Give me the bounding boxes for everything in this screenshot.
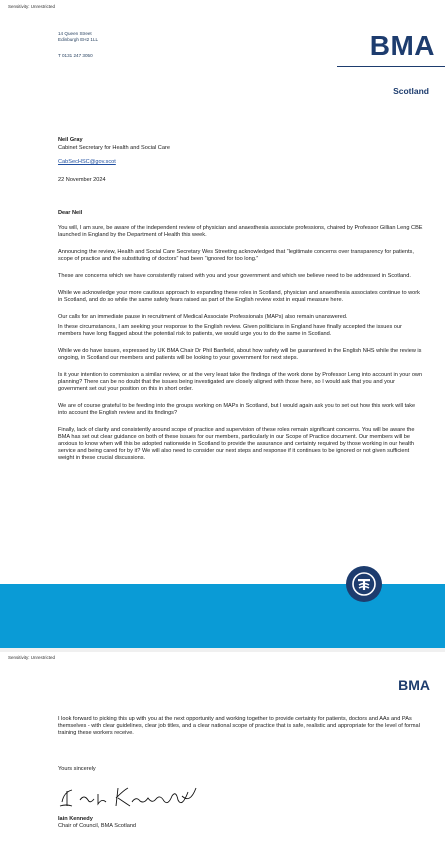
signer-name: Iain Kennedy [58, 816, 93, 822]
paragraph: Finally, lack of clarity and consistently around scope of practice and supervision of these roles remain significant concerns. You will be aware the BMA has set out clear guidance on both of these issues for our members, particularly in our Scope of Practice document. Our members will be anxious to know when will this be adopted nationwide in Scotland to provide the assurance and certainty required by those working in our health service and being cared for by it? We will also need to consider our next steps and response if it continues to be ignored or not given sufficient weight in these crucial discussions. [58, 426, 415, 462]
paragraph: You will, I am sure, be aware of the independent review of physician and anaesthesia associate professions, chaired by Professor Gillian Leng CBE launched in England by the Department of Health this week. [58, 225, 423, 239]
bma-emblem-icon [346, 566, 382, 602]
recipient-name: Neil Gray [58, 137, 83, 143]
paragraph: Announcing the review, Health and Social Care Secretary Wes Streeting acknowledged that “legitimate concerns over transparency for patients, scope of practice and the substituting of doctors” had been “ignored for too long.” [58, 249, 414, 263]
paragraph: These are concerns which we have consistently raised with you and your government and which we believe need to be addressed in Scotland. [58, 273, 411, 280]
paragraph: In these circumstances, I am seeking your response to the English review. Given politicians in England have finally accepted the issues our members have long flagged about the potential risk to patients, we would urge you to do the same in Scotland. [58, 323, 402, 338]
paragraph: While we do have issues, expressed by UK BMA Chair Dr Phil Banfield, about how safety will be guaranteed in the English NHS while the review is ongoing, in Scotland our members and patients will be looking to your government for next steps. [58, 347, 422, 361]
sensitivity-label: Sensitivity: Unrestricted [8, 4, 56, 9]
sender-address [58, 31, 98, 59]
paragraph: Our calls for an immediate pause in recruitment of Medical Associate Professionals (MAPs) also remain unanswered. [58, 313, 348, 320]
letter-date: 22 November 2024 [58, 177, 106, 183]
bma-logo: BMA [398, 677, 430, 693]
telephone: T 0131 247 3050 [58, 52, 93, 58]
signer-block [58, 816, 136, 830]
recipient-email-link[interactable]: CabSecHSC@gov.scot [58, 159, 116, 165]
recipient-title: Cabinet Secretary for Health and Social Care [58, 144, 170, 151]
recipient-block [58, 137, 170, 152]
bma-scotland-label: Scotland [393, 86, 429, 96]
address-line-2: Edinburgh EH2 1LL [58, 37, 99, 43]
logo-divider [337, 66, 445, 67]
salutation: Dear Neil [58, 210, 83, 216]
paragraph: We are of course grateful to be feeding into the groups working on MAPs in Scotland, but I would again ask you to set out how this work will take into account the English review and its findings? [58, 402, 416, 416]
paragraph: Is it your intention to commission a similar review, or at the very least take the findings of the work done by Professor Leng into account in your own planning? There can be no doubt that the issues being investigated are closely aligned with those here, so I would ask that you and your government set out your position on this in short order. [58, 371, 423, 393]
paragraph: While we acknowledge your more cautious approach to expanding these roles in Scotland, physician and anaesthesia associates continue to work in Scotland, and do so while the same safety fears raised as part of the English review exist in equal measure here. [58, 289, 420, 303]
signer-title: Chair of Council, BMA Scotland [58, 823, 137, 830]
closing: Yours sincerely [58, 766, 96, 772]
handwritten-signature [58, 782, 208, 817]
letter-page-2 [0, 652, 445, 856]
letter-body-continued: I look forward to picking this up with you at the next opportunity and working together to provide certainty for patients, doctors and AAs and PAs themselves - with clear guidelines, clear job titles, and a clear national scope of practice that is safe, realistic and appropriate for the level of formal training these workers receive. [58, 716, 420, 737]
bma-logo: BMA [369, 30, 435, 61]
sensitivity-label: Sensitivity: Unrestricted [8, 655, 56, 660]
letter-body [58, 210, 424, 472]
address-line-1: 14 Queen Street [58, 31, 92, 36]
